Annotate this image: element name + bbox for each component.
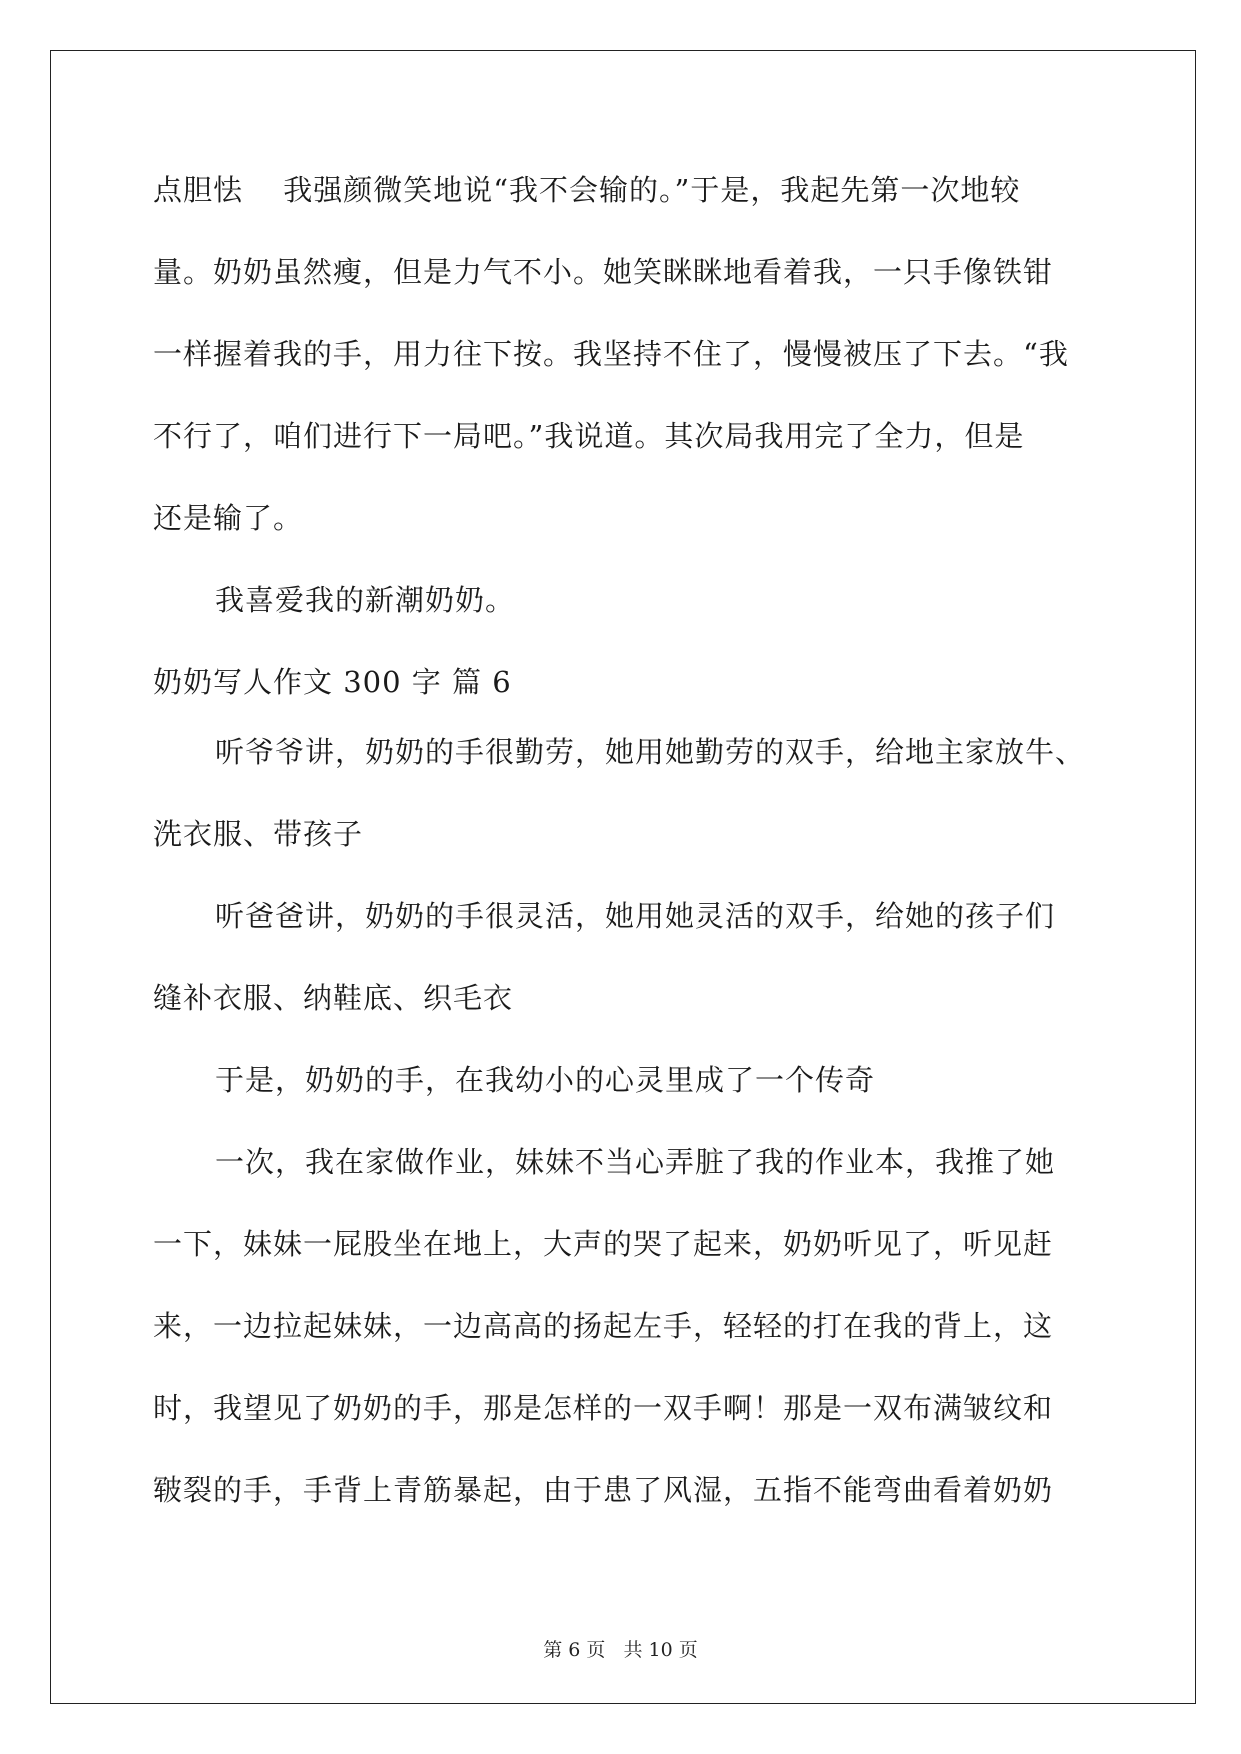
text-line: 于是，奶奶的手，在我幼小的心灵里成了一个传奇	[215, 1063, 876, 1097]
text-line: 一样握着我的手，用力往下按。我坚持不住了，慢慢被压了下去。“我	[153, 337, 1069, 371]
text-line: 我喜爱我的新潮奶奶。	[215, 583, 516, 617]
text-line: 一次，我在家做作业，妹妹不当心弄脏了我的作业本，我推了她	[215, 1145, 1056, 1179]
text-line: 还是输了。	[153, 501, 304, 535]
text-line: 不行了，咱们进行下一局吧。”我说道。其次局我用完了全力，但是	[153, 419, 1025, 453]
text-line: 一下，妹妹一屁股坐在地上，大声的哭了起来，奶奶听见了，听见赶	[153, 1227, 1054, 1261]
text-line: 时，我望见了奶奶的手，那是怎样的一双手啊！那是一双布满皱纹和	[153, 1391, 1054, 1425]
section-heading: 奶奶写人作文 300 字 篇 6	[153, 665, 512, 699]
document-body	[153, 160, 1093, 1542]
text-line: 量。奶奶虽然瘦，但是力气不小。她笑眯眯地看着我，一只手像铁钳	[153, 255, 1054, 289]
page-number: 第 6 页	[543, 1639, 606, 1661]
text-line: 洗衣服、带孩子	[153, 817, 364, 851]
text-line: 点胆怯 我强颜微笑地说“我不会输的。”于是，我起先第一次地较	[153, 173, 1021, 207]
page-footer	[0, 1635, 1241, 1662]
text-line: 听爷爷讲，奶奶的手很勤劳，她用她勤劳的双手，给地主家放牛、	[215, 735, 1086, 769]
page-total: 共 10 页	[623, 1639, 698, 1661]
text-line: 来，一边拉起妹妹，一边高高的扬起左手，轻轻的打在我的背上，这	[153, 1309, 1054, 1343]
text-line: 缝补衣服、纳鞋底、织毛衣	[153, 981, 514, 1015]
text-line: 听爸爸讲，奶奶的手很灵活，她用她灵活的双手，给她的孩子们	[215, 899, 1056, 933]
text-line: 皲裂的手，手背上青筋暴起，由于患了风湿，五指不能弯曲看着奶奶	[153, 1473, 1054, 1507]
